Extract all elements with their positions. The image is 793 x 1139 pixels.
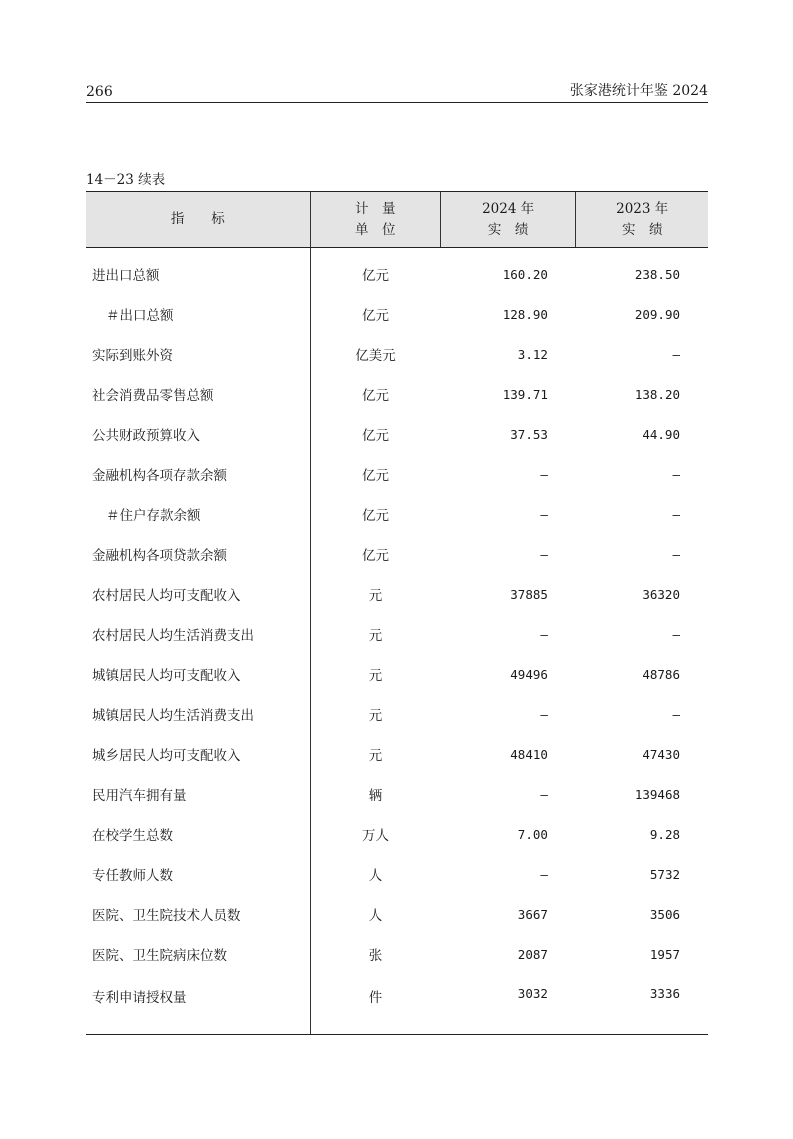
- value-2023-cell: 36320: [642, 586, 680, 602]
- column-header-indicator: 指 标: [86, 192, 310, 248]
- y2024-header-line1: 2024 年: [482, 200, 535, 217]
- unit-cell: 亿元: [310, 414, 440, 454]
- value-2023-cell: 5732: [649, 866, 680, 882]
- indicator-cell: 民用汽车拥有量: [92, 788, 187, 804]
- unit-cell: 人: [310, 894, 440, 934]
- y2023-header-line2: 实 绩: [621, 221, 663, 238]
- value-2023-cell: —: [672, 506, 680, 522]
- value-2024-cell: 128.90: [502, 306, 548, 322]
- table-row: [86, 974, 708, 1035]
- statistics-table: [86, 191, 708, 1035]
- unit-cell: 亿元: [310, 534, 440, 574]
- table-row: [86, 734, 708, 774]
- value-2023-cell: —: [672, 626, 680, 642]
- unit-cell: 亿元: [310, 454, 440, 494]
- indicator-cell: 金融机构各项存款余额: [92, 468, 227, 484]
- column-header-unit: [310, 192, 440, 248]
- value-2024-cell: —: [540, 786, 548, 802]
- value-2024-cell: 3667: [517, 906, 548, 922]
- value-2023-cell: 1957: [649, 946, 680, 962]
- indicator-cell: 专任教师人数: [92, 868, 173, 884]
- unit-cell: 亿美元: [310, 334, 440, 374]
- value-2023-cell: 238.50: [634, 266, 680, 282]
- value-2023-cell: —: [672, 466, 680, 482]
- unit-header-line1: 计 量: [355, 200, 396, 217]
- table-row: [86, 494, 708, 534]
- value-2024-cell: —: [540, 626, 548, 642]
- indicator-cell: 金融机构各项贷款余额: [92, 548, 227, 564]
- unit-cell: 元: [310, 614, 440, 654]
- table-body: [86, 248, 708, 1035]
- value-2023-cell: —: [672, 706, 680, 722]
- indicator-cell: 公共财政预算收入: [92, 428, 200, 444]
- value-2024-cell: 37.53: [510, 426, 548, 442]
- value-2024-cell: 49496: [510, 666, 548, 682]
- value-2024-cell: 3.12: [517, 346, 548, 362]
- table-caption: 14－23 续表: [86, 172, 166, 188]
- column-header-2023: [576, 192, 708, 248]
- unit-cell: 亿元: [310, 494, 440, 534]
- table-row: [86, 654, 708, 694]
- value-2024-cell: 37885: [510, 586, 548, 602]
- y2024-header-line2: 实 绩: [487, 221, 529, 238]
- value-2024-cell: —: [540, 706, 548, 722]
- y2023-header-line1: 2023 年: [616, 200, 669, 217]
- indicator-cell: 城镇居民人均可支配收入: [92, 668, 241, 684]
- value-2023-cell: 9.28: [649, 826, 680, 842]
- value-2023-cell: —: [672, 346, 680, 362]
- indicator-cell: 社会消费品零售总额: [92, 388, 214, 404]
- indicator-cell: ＃住户存款余额: [106, 508, 201, 524]
- unit-cell: 辆: [310, 774, 440, 814]
- value-2023-cell: 47430: [642, 746, 680, 762]
- value-2023-cell: 138.20: [634, 386, 680, 402]
- value-2023-cell: 3336: [576, 974, 708, 1035]
- table-row: [86, 374, 708, 414]
- value-2024-cell: 2087: [517, 946, 548, 962]
- value-2023-cell: 139468: [634, 786, 680, 802]
- indicator-cell: 专利申请授权量: [86, 974, 310, 1035]
- table-row: [86, 894, 708, 934]
- table-header-row: [86, 192, 708, 248]
- column-header-2024: [440, 192, 576, 248]
- indicator-cell: ＃出口总额: [106, 308, 174, 324]
- indicator-cell: 在校学生总数: [92, 828, 173, 844]
- table-row: [86, 574, 708, 614]
- table-row: [86, 414, 708, 454]
- value-2023-cell: —: [672, 546, 680, 562]
- unit-cell: 亿元: [310, 294, 440, 334]
- indicator-cell: 医院、卫生院病床位数: [92, 948, 227, 964]
- unit-cell: 元: [310, 734, 440, 774]
- unit-cell: 亿元: [310, 248, 440, 295]
- value-2024-cell: —: [540, 866, 548, 882]
- unit-cell: 元: [310, 574, 440, 614]
- table-row: [86, 934, 708, 974]
- unit-cell: 元: [310, 654, 440, 694]
- indicator-cell: 农村居民人均生活消费支出: [92, 628, 254, 644]
- indicator-cell: 城乡居民人均可支配收入: [92, 748, 241, 764]
- value-2024-cell: 160.20: [502, 266, 548, 282]
- book-title: 张家港统计年鉴 2024: [569, 83, 708, 99]
- unit-cell: 元: [310, 694, 440, 734]
- value-2024-cell: 3032: [440, 974, 576, 1035]
- unit-cell: 亿元: [310, 374, 440, 414]
- unit-cell: 张: [310, 934, 440, 974]
- table-row: [86, 334, 708, 374]
- unit-cell: 人: [310, 854, 440, 894]
- value-2023-cell: 48786: [642, 666, 680, 682]
- value-2024-cell: 139.71: [502, 386, 548, 402]
- indicator-cell: 医院、卫生院技术人员数: [92, 908, 241, 924]
- table-row: [86, 248, 708, 295]
- value-2023-cell: 3506: [649, 906, 680, 922]
- unit-cell: 万人: [310, 814, 440, 854]
- indicator-cell: 城镇居民人均生活消费支出: [92, 708, 254, 724]
- table-row: [86, 814, 708, 854]
- unit-header-line2: 单 位: [355, 221, 396, 238]
- table-row: [86, 614, 708, 654]
- table-row: [86, 854, 708, 894]
- table-row: [86, 294, 708, 334]
- indicator-cell: 进出口总额: [92, 268, 160, 284]
- value-2024-cell: —: [540, 506, 548, 522]
- indicator-cell: 实际到账外资: [92, 348, 173, 364]
- table-row: [86, 534, 708, 574]
- table-row: [86, 454, 708, 494]
- table-row: [86, 774, 708, 814]
- value-2023-cell: 44.90: [642, 426, 680, 442]
- unit-cell: 件: [310, 974, 440, 1035]
- value-2023-cell: 209.90: [634, 306, 680, 322]
- page-number: 266: [86, 84, 113, 100]
- value-2024-cell: —: [540, 466, 548, 482]
- value-2024-cell: —: [540, 546, 548, 562]
- page-header: [86, 76, 708, 103]
- indicator-cell: 农村居民人均可支配收入: [92, 588, 241, 604]
- value-2024-cell: 7.00: [517, 826, 548, 842]
- table-row: [86, 694, 708, 734]
- value-2024-cell: 48410: [510, 746, 548, 762]
